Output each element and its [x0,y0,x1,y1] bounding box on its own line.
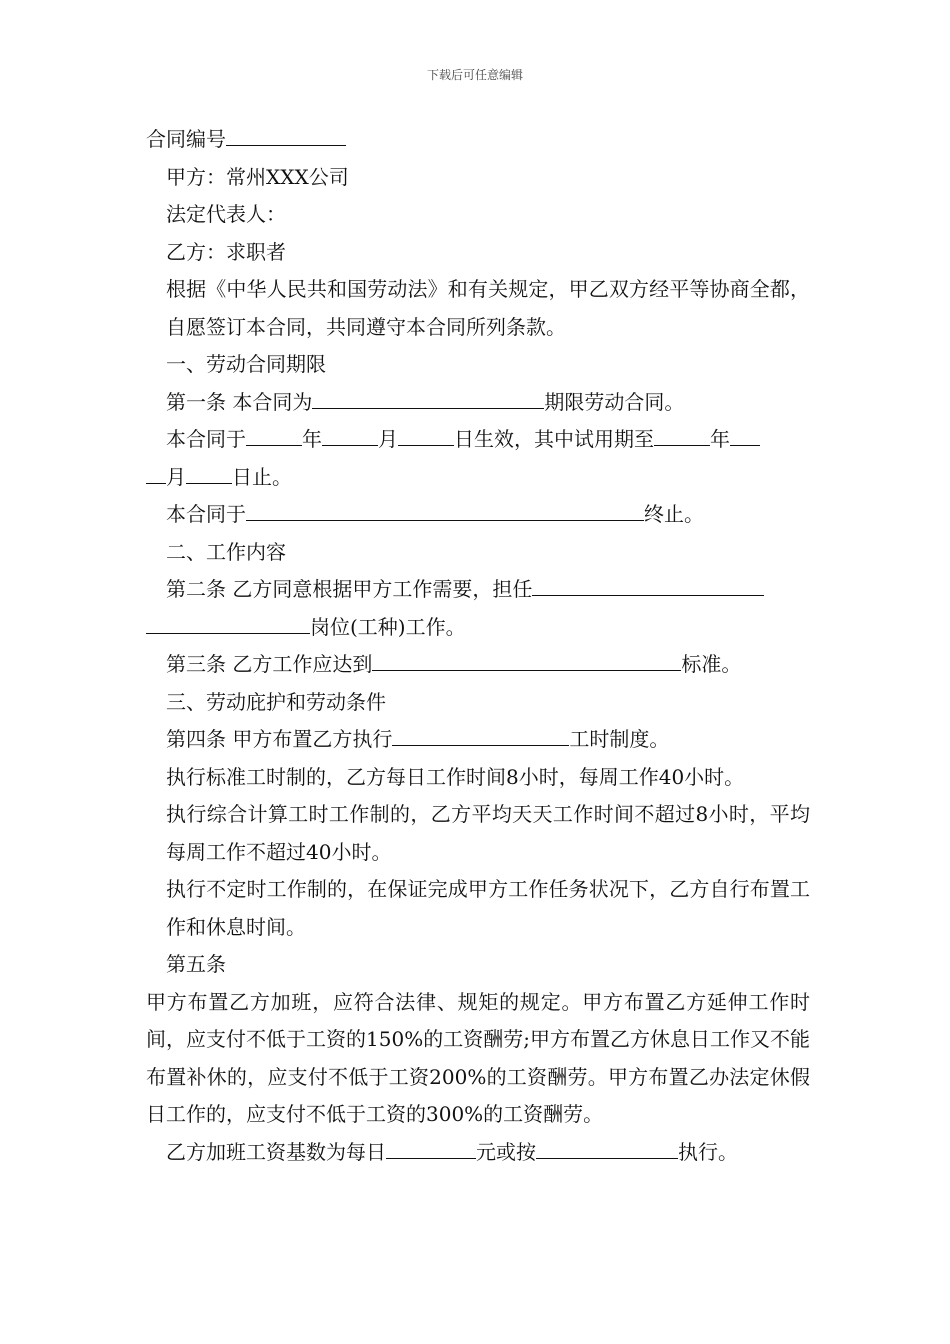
party-a: 甲方：常州XXX公司 [166,164,349,189]
alternative-basis-blank [536,1138,678,1159]
probation-day-blank [186,463,232,484]
effective-label: 日生效，其中试用期至 [454,427,654,451]
start-year-blank [246,425,302,446]
contract-body [146,121,810,1171]
termination-prefix: 本合同于 [166,502,246,526]
article-3-suffix: 标准。 [681,652,742,676]
legal-representative: 法定代表人： [166,202,286,226]
section-3-title: 三、劳动庇护和劳动条件 [166,689,386,714]
article-1-prefix: 第一条 本合同为 [166,389,313,414]
contract-number-line [146,121,810,159]
termination-suffix: 终止。 [644,502,704,526]
article-2-prefix: 第二条 乙方同意根据甲方工作需要，担任 [166,577,533,601]
year-label: 年 [710,427,730,451]
overtime-base-line [146,1134,810,1172]
flexible-hours-clause: 执行不定时工作制的，在保证完成甲方工作任务状况下，乙方自行布置工作和休息时间。 [166,877,810,939]
article-4 [146,721,810,759]
standard-hours-clause: 执行标准工时制的，乙方每日工作时间8小时，每周工作40小时。 [166,764,745,789]
contract-number-blank [226,125,346,146]
comprehensive-hours-clause: 执行综合计算工时工作制的，乙方平均天天工作时间不超过8小时，平均每周工作不超过40小时。 [166,802,810,864]
standard-blank [372,650,681,671]
contract-number-label: 合同编号 [146,127,226,151]
work-hours-system-blank [392,725,569,746]
article-2-suffix: 岗位(工种)工作。 [310,614,466,639]
position-blank-b [146,613,310,634]
start-day-blank [398,425,454,446]
article-1-suffix: 期限劳动合同。 [544,389,685,414]
probation-end-label: 日止。 [232,464,292,489]
overtime-base-mid: 元或按 [476,1139,536,1164]
probation-year-blank [654,425,710,446]
article-4-suffix: 工时制度。 [569,727,670,751]
article-3 [146,646,810,684]
term-dates-line-2 [146,459,810,497]
section-1-title: 一、劳动合同期限 [166,352,326,376]
article-2-line-2 [146,609,810,647]
year-label: 年 [302,427,322,451]
article-3-prefix: 第三条 乙方工作应达到 [166,652,373,676]
daily-amount-blank [386,1138,476,1159]
overtime-base-suffix: 执行。 [678,1139,738,1164]
contract-term-blank [312,388,544,409]
page-header: 下载后可任意编辑 [426,68,523,82]
term-start-label: 本合同于 [166,427,246,451]
preamble: 根据《中华人民共和国劳动法》和有关规定，甲乙双方经平等协商全都，自愿签订本合同，共同遵守本合同所列条款。 [166,277,810,339]
month-label: 月 [166,464,186,489]
overtime-clause: 甲方布置乙方加班，应符合法律、规矩的规定。甲方布置乙方延伸工作时间，应支付不低于工资的150%的工资酬劳;甲方布置乙方休息日工作又不能布置补休的，应支付不低于工资200%的工资酬劳。甲方布置乙办法定休假日工作的，应支付不低于工资的300%的工资酬劳。 [146,989,810,1126]
probation-month-blank-b [146,463,166,484]
section-2-title: 二、工作内容 [166,539,286,564]
termination-blank [246,500,644,521]
term-dates-line-1 [146,421,810,459]
probation-month-blank-a [730,425,760,446]
article-2-line-1 [146,571,810,609]
position-blank-a [532,575,764,596]
month-label: 月 [378,427,398,451]
start-month-blank [322,425,378,446]
party-b: 乙方：求职者 [166,239,286,264]
termination-line [146,496,810,534]
overtime-base-prefix: 乙方加班工资基数为每日 [166,1139,386,1164]
article-4-prefix: 第四条 甲方布置乙方执行 [166,727,393,751]
article-1 [146,384,810,422]
article-5-title: 第五条 [166,952,226,976]
